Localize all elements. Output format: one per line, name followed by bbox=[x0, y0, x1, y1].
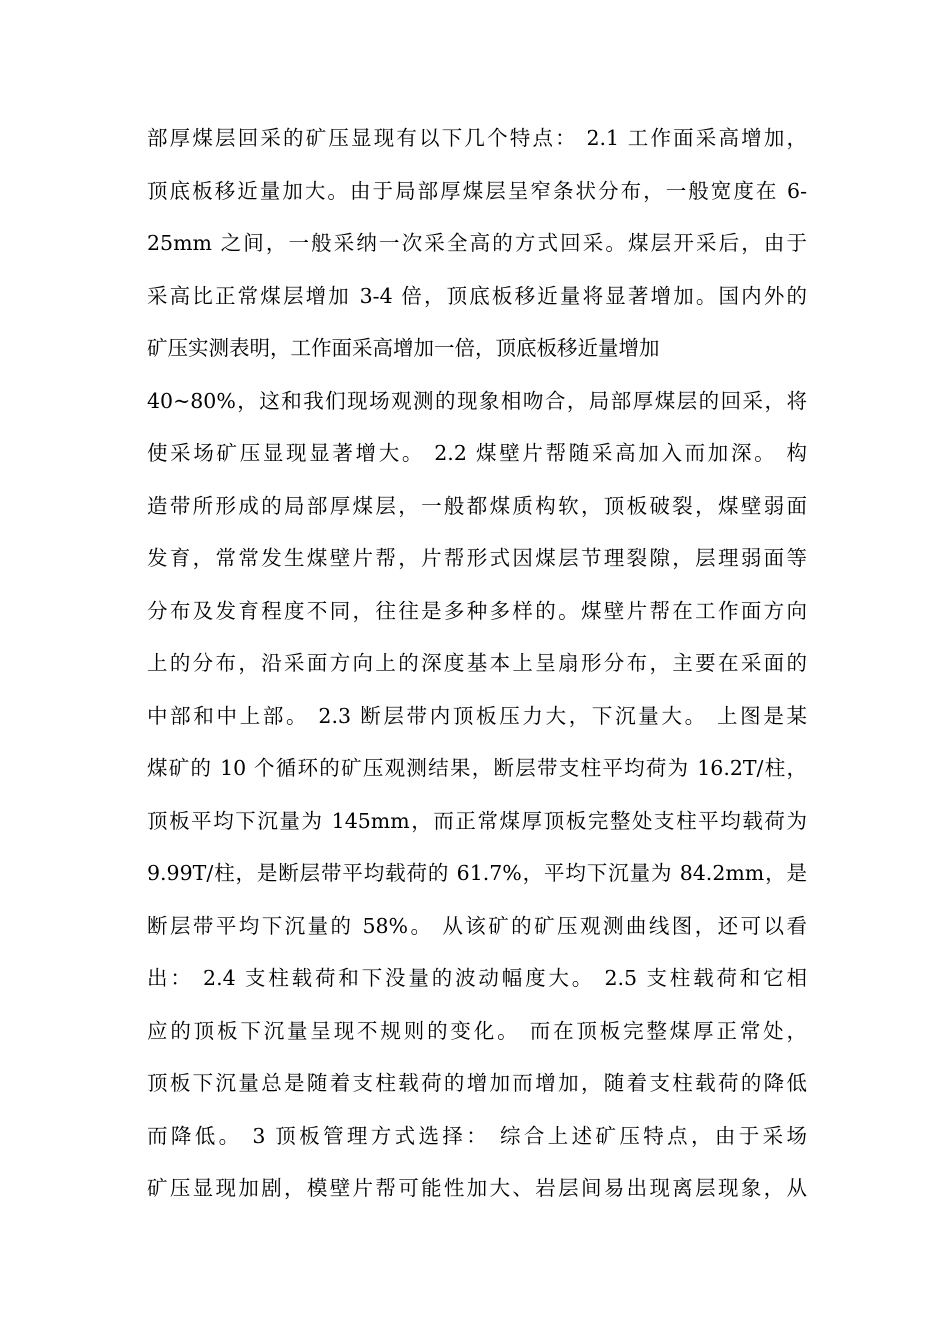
text-line: 上的分布，沿采面方向上的深度基本上呈扇形分布，主要在采面的 bbox=[147, 651, 807, 675]
text-line: 分布及发育程度不同，往往是多种多样的。煤壁片帮在工作面方向 bbox=[147, 598, 807, 623]
text-line: 发育，常常发生煤壁片帮，片帮形式因煤层节理裂隙，层理弱面等 bbox=[147, 546, 807, 570]
text-line: 应的顶板下沉量呈现不规则的变化。 而在顶板完整煤厚正常处， bbox=[147, 1018, 807, 1043]
text-line: 25mm 之间，一般采纳一次采全高的方式回采。煤层开采后，由于 bbox=[147, 231, 807, 255]
text-line: 顶板下沉量总是随着支柱载荷的增加而增加，随着支柱载荷的降低 bbox=[147, 1071, 807, 1095]
text-line: 采高比正常煤层增加 3-4 倍，顶底板移近量将显著增加。国内外的 bbox=[147, 283, 807, 308]
text-line: 40~80%，这和我们现场观测的现象相吻合，局部厚煤层的回采，将 bbox=[147, 388, 807, 413]
text-line: 部厚煤层回采的矿压显现有以下几个特点： 2.1 工作面采高增加， bbox=[147, 126, 807, 150]
text-line: 而降低。 3 顶板管理方式选择： 综合上述矿压特点，由于采场 bbox=[147, 1123, 807, 1148]
text-line: 顶板平均下沉量为 145mm，而正常煤厚顶板完整处支柱平均载荷为 bbox=[147, 808, 807, 833]
body-text bbox=[147, 112, 807, 1215]
text-line: 使采场矿压显现显著增大。 2.2 煤壁片帮随采高加入而加深。 构 bbox=[147, 441, 807, 465]
text-line: 顶底板移近量加大。由于局部厚煤层呈窄条状分布，一般宽度在 6- bbox=[147, 178, 807, 203]
text-line: 造带所形成的局部厚煤层，一般都煤质构软，顶板破裂，煤壁弱面 bbox=[147, 493, 807, 518]
text-line: 煤矿的 10 个循环的矿压观测结果，断层带支柱平均荷为 16.2T/柱， bbox=[147, 756, 807, 780]
text-line: 中部和中上部。 2.3 断层带内顶板压力大，下沉量大。 上图是某 bbox=[147, 703, 807, 728]
text-line: 矿压显现加剧，模壁片帮可能性加大、岩层间易出现离层现象，从 bbox=[147, 1176, 807, 1200]
text-line: 断层带平均下沉量的 58%。 从该矿的矿压观测曲线图，还可以看 bbox=[147, 913, 807, 938]
text-line: 矿压实测表明，工作面采高增加一倍，顶底板移近量增加 bbox=[147, 336, 660, 360]
text-line: 9.99T/柱，是断层带平均载荷的 61.7%，平均下沉量为 84.2mm，是 bbox=[147, 861, 807, 885]
text-line: 出： 2.4 支柱载荷和下没量的波动幅度大。 2.5 支柱载荷和它相 bbox=[147, 966, 807, 990]
